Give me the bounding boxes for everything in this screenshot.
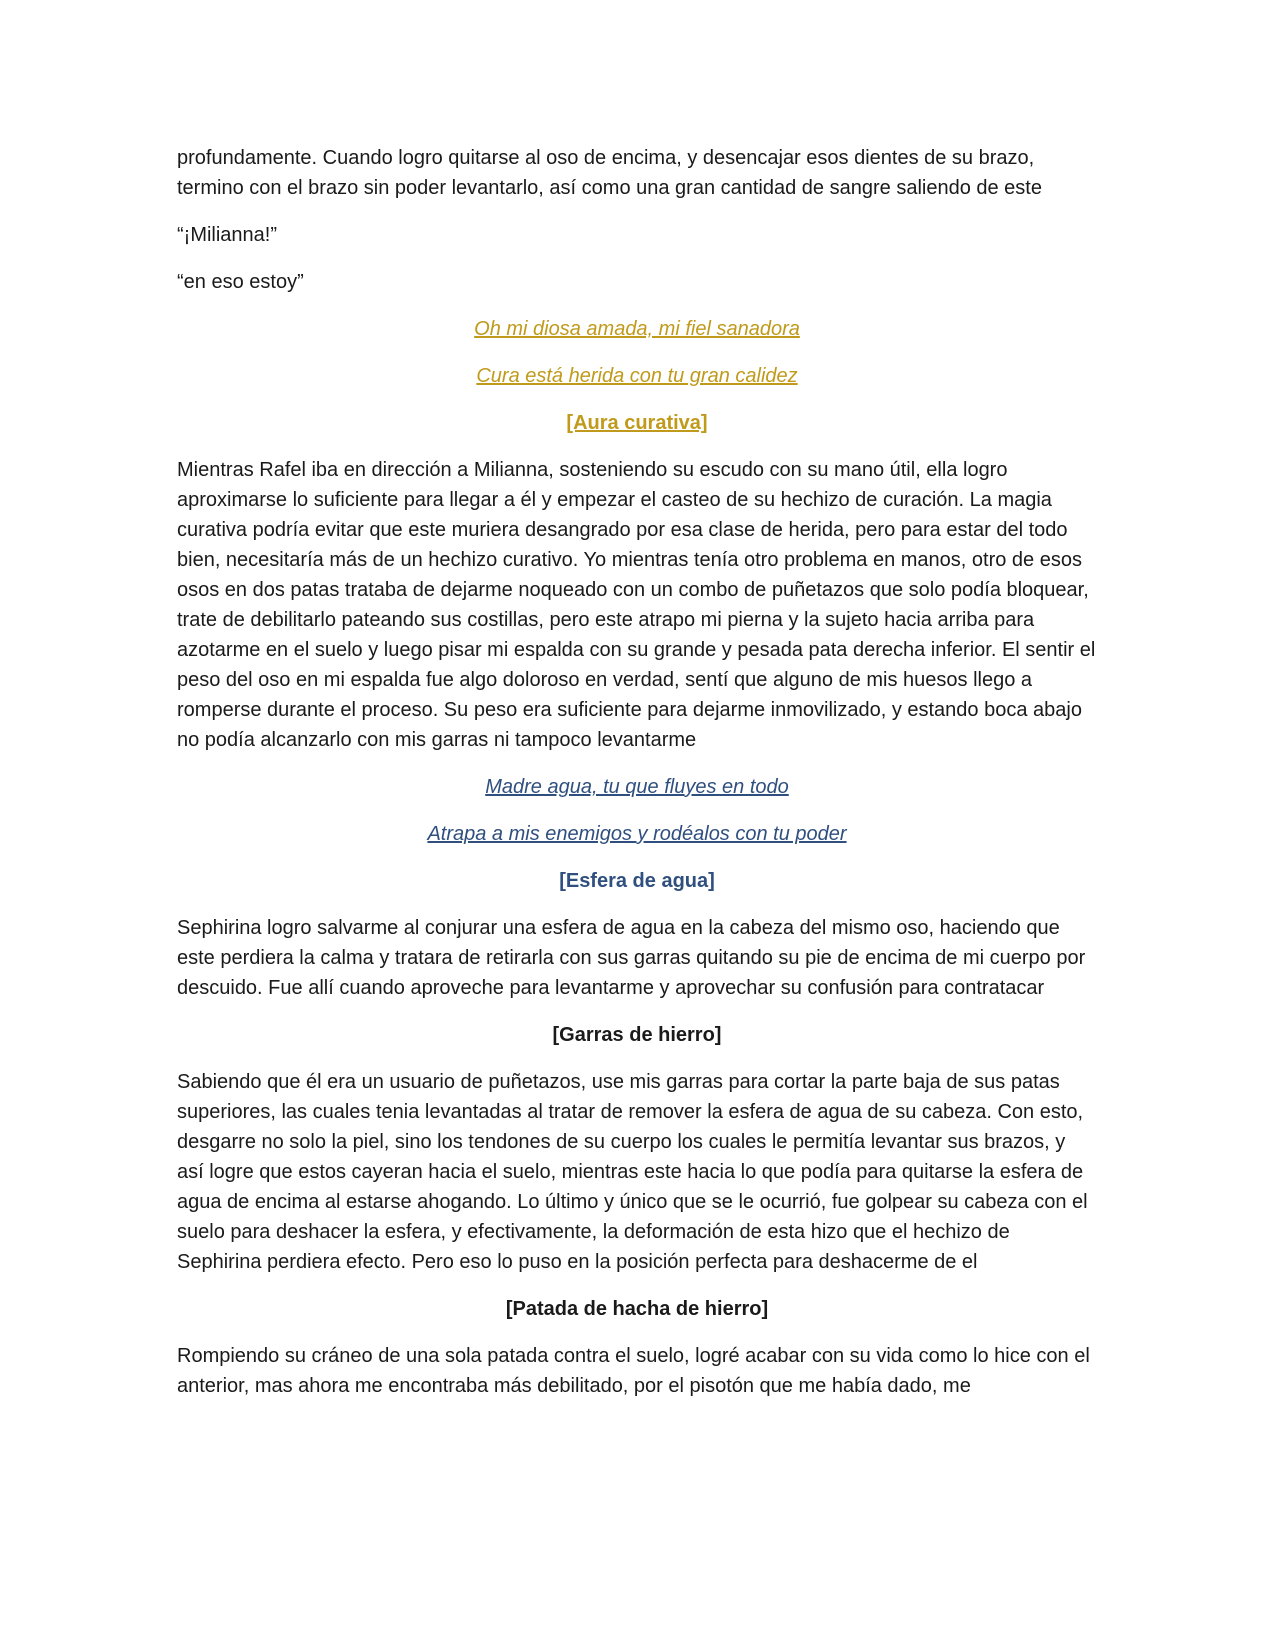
dialogue-en-eso-estoy: “en eso estoy” bbox=[177, 271, 304, 293]
dialogue-milianna: “¡Milianna!” bbox=[177, 224, 278, 246]
paragraph-skull: Rompiendo su cráneo de una sola patada contra el suelo, logré acabar con su vida como lo hice con el anterior, mas ahora me encontraba más debilitado, por el pisotón que me había dado, me bbox=[177, 1345, 1090, 1397]
paragraph-opening: profundamente. Cuando logro quitarse al oso de encima, y desencajar esos dientes de su brazo, termino con el brazo sin poder levantarlo, así como una gran cantidad de sangre saliendo de este bbox=[177, 147, 1042, 199]
paragraph-punches: Sabiendo que él era un usuario de puñetazos, use mis garras para cortar la parte baja de sus patas superiores, las cuales tenia levantadas al tratar de remover la esfera de agua de su cabeza. Con esto, desgarre no solo la piel, sino los tendones de su cuerpo los cuales le permitía levantar sus brazos, y así logre que estos cayeran hacia el suelo, mientras este hacia lo que podía para quitarse la esfera de agua de encima al estarse ahogando. Lo último y único que se le ocurrió, fue golpear su cabeza con el suelo para deshacer la esfera, y efectivamente, la deformación de esta hizo que el hechizo de Sephirina perdiera efecto. Pero eso lo puso en la posición perfecta para deshacerme de el bbox=[177, 1071, 1088, 1273]
spell-healing-name: [Aura curativa] bbox=[566, 412, 708, 434]
spell-water-line-1: Madre agua, tu que fluyes en todo bbox=[485, 776, 789, 798]
spell-water-name: [Esfera de agua] bbox=[559, 870, 715, 892]
spell-healing-line-1: Oh mi diosa amada, mi fiel sanadora bbox=[474, 318, 800, 340]
paragraph-rafel-milianna: Mientras Rafel iba en dirección a Milianna, sosteniendo su escudo con su mano útil, ella logro aproximarse lo suficiente para llegar a él y empezar el casteo de su hechizo de curación. La magia curativa podría evitar que este muriera desangrado por esa clase de herida, pero para estar del todo bien, necesitaría más de un hechizo curativo. Yo mientras tenía otro problema en manos, otro de esos osos en dos patas trataba de dejarme noqueado con un combo de puñetazos que solo podía bloquear, trate de debilitarlo pateando sus costillas, pero este atrapo mi pierna y la sujeto hacia arriba para azotarme en el suelo y luego pisar mi espalda con su grande y pesada pata derecha inferior. El sentir el peso del oso en mi espalda fue algo doloroso en verdad, sentí que alguno de mis huesos llego a romperse durante el proceso. Su peso era suficiente para dejarme inmovilizado, y estando boca abajo no podía alcanzarlo con mis garras ni tampoco levantarme bbox=[177, 459, 1096, 751]
skill-iron-axe-kick: [Patada de hacha de hierro] bbox=[505, 1298, 769, 1320]
spell-water-line-2: Atrapa a mis enemigos y rodéalos con tu poder bbox=[427, 823, 847, 845]
document-body bbox=[177, 143, 1097, 1418]
paragraph-sephirina: Sephirina logro salvarme al conjurar una esfera de agua en la cabeza del mismo oso, haciendo que este perdiera la calma y tratara de retirarla con sus garras quitando su pie de encima de mi cuerpo por descuido. Fue allí cuando aproveche para levantarme y aprovechar su confusión para contratacar bbox=[177, 917, 1086, 999]
spell-healing-line-2: Cura está herida con tu gran calidez bbox=[476, 365, 798, 387]
skill-iron-claws: [Garras de hierro] bbox=[552, 1024, 722, 1046]
